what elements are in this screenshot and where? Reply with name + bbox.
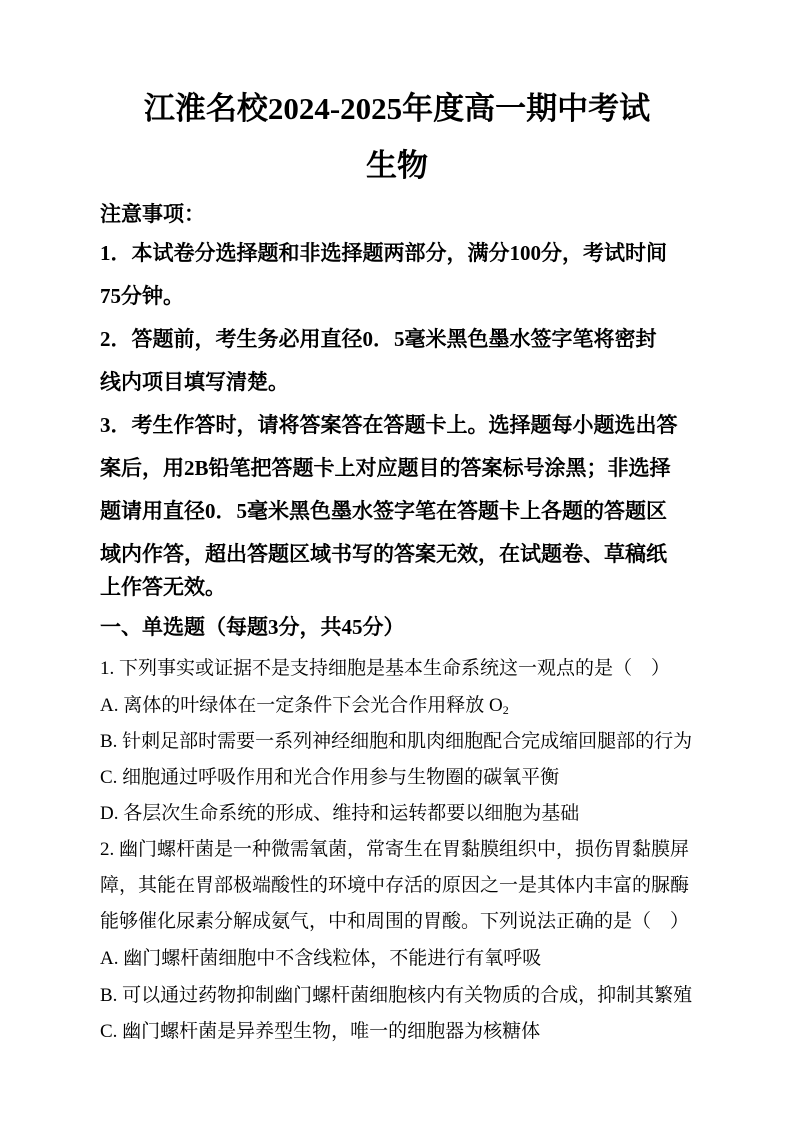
question-2-option-c: C. 幽门螺杆菌是异养型生物，唯一的细胞器为核糖体 <box>100 1021 541 1042</box>
question-2-stem-line: 障，其能在胃部极端酸性的环境中存活的原因之一是其体内丰富的脲酶 <box>100 875 690 896</box>
notes-heading: 注意事项： <box>100 202 205 226</box>
question-1-option-d: D. 各层次生命系统的形成、维持和运转都要以细胞为基础 <box>100 803 580 824</box>
exam-title: 江淮名校2024-2025年度高一期中考试 <box>143 91 651 126</box>
notes-line: 上作答无效。 <box>100 575 226 599</box>
question-1-option-b: B. 针刺足部时需要一系列神经细胞和肌肉细胞配合完成缩回腿部的行为 <box>100 731 693 752</box>
question-2-stem-line: 2. 幽门螺杆菌是一种微需氧菌，常寄生在胃黏膜组织中，损伤胃黏膜屏 <box>100 839 690 860</box>
section-heading: 一、单选题（每题3分，共45分） <box>100 615 405 639</box>
question-1-option-a <box>100 690 509 717</box>
question-1-option-c: C. 细胞通过呼吸作用和光合作用参与生物圈的碳氧平衡 <box>100 767 560 788</box>
notes-line: 域内作答，超出答题区域书写的答案无效，在试题卷、草稿纸 <box>100 542 667 566</box>
notes-line: 线内项目填写清楚。 <box>100 370 289 394</box>
option-a-subscript: 2 <box>502 703 509 717</box>
notes-line: 75分钟。 <box>100 284 184 308</box>
notes-line: 题请用直径0．5毫米黑色墨水签字笔在答题卡上各题的答题区 <box>100 499 667 523</box>
question-2-stem-line: 能够催化尿素分解成氨气，中和周围的胃酸。下列说法正确的是（ ） <box>100 911 690 932</box>
question-2-option-b: B. 可以通过药物抑制幽门螺杆菌细胞核内有关物质的合成，抑制其繁殖 <box>100 985 693 1006</box>
question-2-option-a: A. 幽门螺杆菌细胞中不含线粒体，不能进行有氧呼吸 <box>100 948 542 969</box>
notes-line: 2．答题前，考生务必用直径0．5毫米黑色墨水签字笔将密封 <box>100 327 657 351</box>
exam-subject: 生物 <box>366 148 428 183</box>
notes-line: 案后，用2B铅笔把答题卡上对应题目的答案标号涂黑；非选择 <box>100 456 671 480</box>
question-1-stem: 1. 下列事实或证据不是支持细胞是基本生命系统这一观点的是（ ） <box>100 658 671 679</box>
option-a-text: A. 离体的叶绿体在一定条件下会光合作用释放 O <box>100 695 503 716</box>
notes-line: 1．本试卷分选择题和非选择题两部分，满分100分，考试时间 <box>100 241 667 265</box>
notes-line: 3．考生作答时，请将答案答在答题卡上。选择题每小题选出答 <box>100 413 678 437</box>
